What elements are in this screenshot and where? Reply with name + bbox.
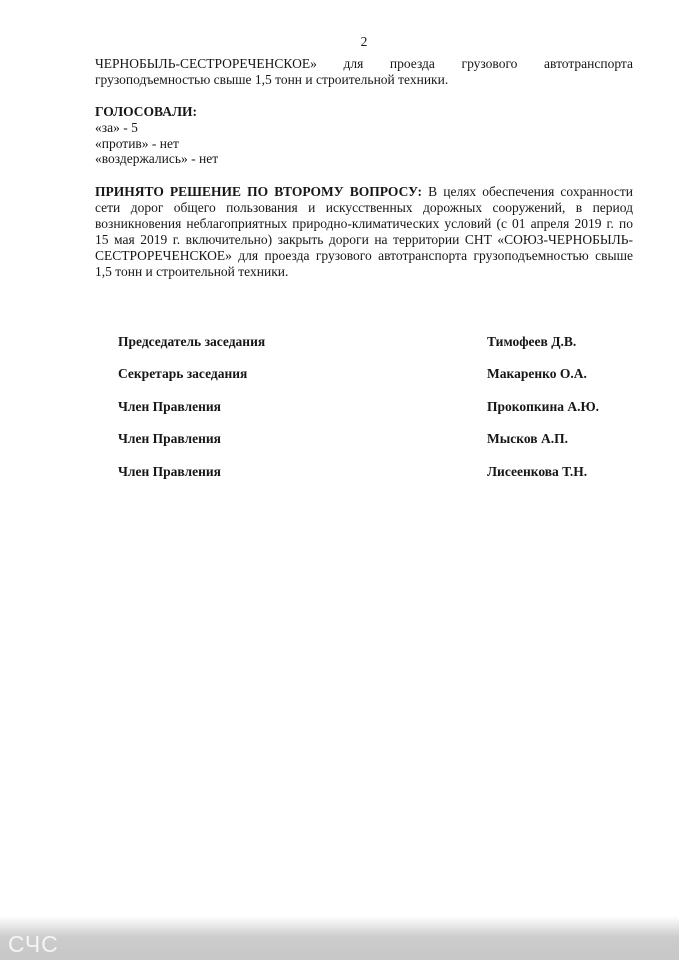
signature-name: Макаренко О.А. (487, 366, 587, 382)
signature-row (95, 334, 633, 350)
signature-name: Лисеенкова Т.Н. (487, 463, 588, 479)
decision-lead: ПРИНЯТО РЕШЕНИЕ ПО ВТОРОМУ ВОПРОСУ: (95, 184, 423, 200)
signature-name: Прокопкина А.Ю. (487, 398, 600, 414)
signature-role: Член Правления (118, 398, 221, 414)
vote-line-protiv: «против» - нет (95, 135, 179, 151)
signature-row (95, 431, 633, 447)
footer-gradient-bar (0, 916, 679, 960)
signature-role: Секретарь заседания (118, 366, 248, 382)
decision-paragraph (95, 184, 633, 279)
voting-heading: ГОЛОСОВАЛИ: (95, 103, 198, 119)
page-number: 2 (360, 34, 368, 49)
signature-role: Член Правления (118, 463, 221, 479)
signature-name: Тимофеев Д.В. (487, 333, 577, 349)
signature-role: Председатель заседания (118, 333, 266, 349)
vote-line-za: «за» - 5 (95, 119, 138, 135)
signature-name: Мысков А.П. (487, 431, 568, 447)
continuation-paragraph: ЧЕРНОБЫЛЬ-СЕСТРОРЕЧЕНСКОЕ» для проезда грузового автотранспорта грузоподъемностью свыше 1,5 тонн и строительной техники. (95, 55, 633, 87)
signature-row (95, 366, 633, 382)
document-content (95, 34, 633, 496)
signature-row (95, 464, 633, 480)
vote-line-vozderzhalis: «воздержались» - нет (95, 151, 219, 167)
signature-block (95, 334, 633, 480)
watermark-text: СЧС (8, 931, 59, 957)
signature-row (95, 399, 633, 415)
signature-role: Член Правления (118, 431, 221, 447)
decision-body: В целях обеспечения сохранности сети дорог общего пользования и искусственных дорожных сооружений, в период возникновения неблагоприятных природно-климатических условий (с 01 апреля 2019 г. по 15 мая 2019 г. включительно) закрыть дороги на территории СНТ «СОЮЗ-ЧЕРНОБЫЛЬ-СЕСТРОРЕЧЕНСКОЕ» для проезда грузового автотранспорта грузоподъемностью свыше 1,5 тонн и строительной техники. (95, 184, 633, 279)
